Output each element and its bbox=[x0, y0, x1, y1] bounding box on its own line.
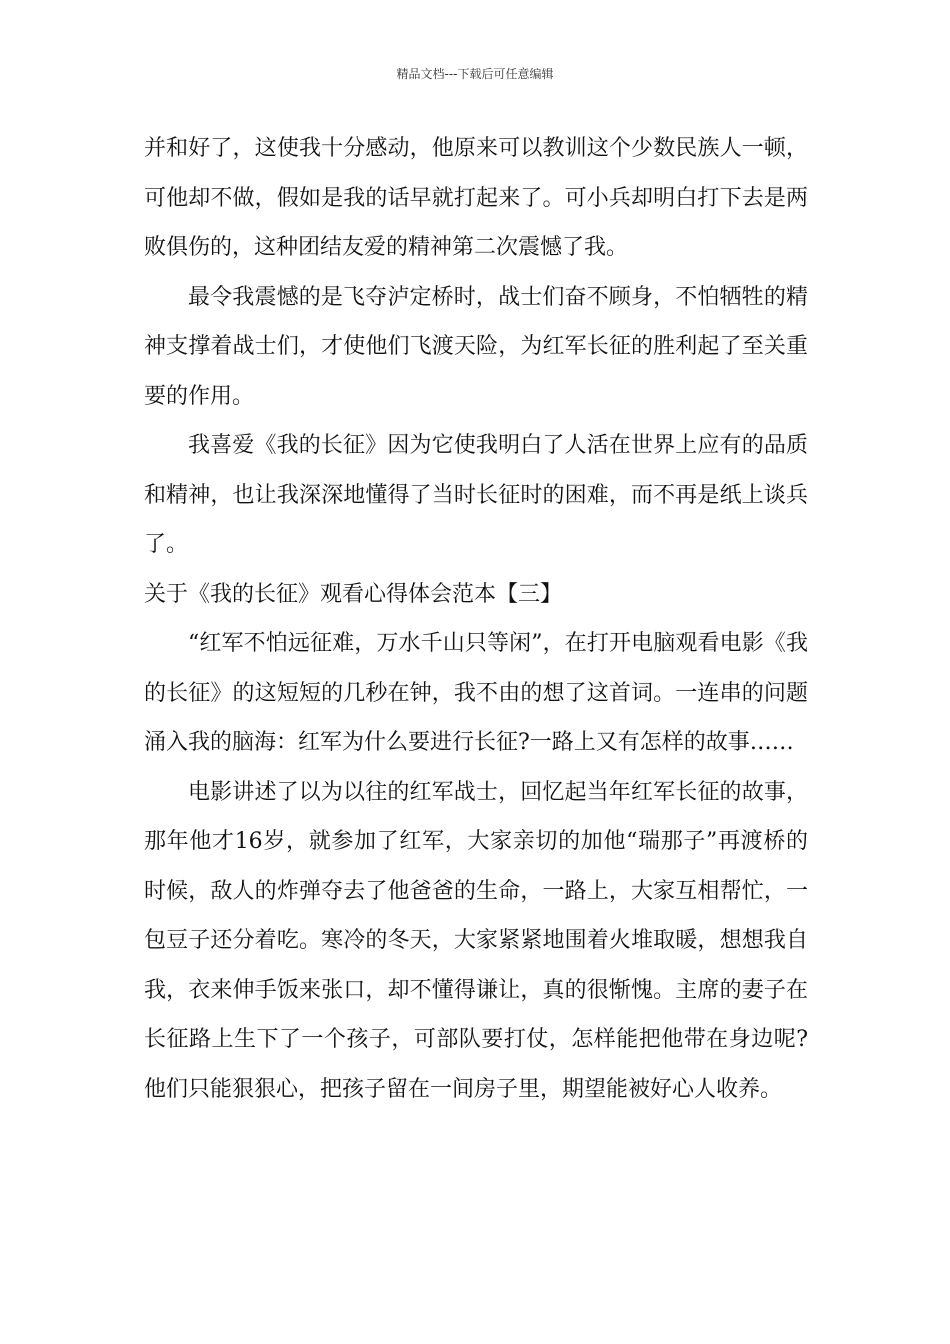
page-header: 精品文档---下载后可任意编辑 bbox=[396, 67, 554, 81]
paragraph-why-i-like: 我喜爱《我的长征》因为它使我明白了人活在世界上应有的品质和精神，也让我深深地懂得了当时长征时的困难，而不再是纸上谈兵了。 bbox=[144, 433, 808, 557]
paragraph-luding-bridge: 最令我震憾的是飞夺泸定桥时，战士们奋不顾身，不怕牺牲的精神支撑着战士们，才使他们飞渡天险，为红军长征的胜利起了至关重要的作用。 bbox=[144, 284, 808, 409]
paragraph-film-story: 电影讲述了以为以往的红军战士，回忆起当年红军长征的故事，那年他才16岁，就参加了红军，大家亲切的加他“瑞那子”再渡桥的时候，敌人的炸弹夺去了他爸爸的生命，一路上，大家互相帮忙，一包豆子还分着吃。寒冷的冬天，大家紧紧地围着火堆取暖，想想我自我，衣来伸手饭来张口，却不懂得谦让，真的很惭愧。主席的妻子在长征路上生下了一个孩子，可部队要打仗，怎样能把他带在身边呢?他们只能狠狠心，把孩子留在一间房子里，期望能被好心人收养。 bbox=[144, 779, 808, 1102]
paragraph-poem-intro: “红军不怕远征难，万水千山只等闲”，在打开电脑观看电影《我的长征》的这短短的几秒在钟，我不由的想了这首词。一连串的问题涌入我的脑海：红军为什么要进行长征?一路上又有怎样的故事…… bbox=[144, 631, 808, 755]
section-heading: 关于《我的长征》观看心得体会范本【三】 bbox=[144, 581, 563, 607]
paragraph-continuation: 并和好了，这使我十分感动，他原来可以教训这个少数民族人一顿，可他却不做，假如是我的话早就打起来了。可小兵却明白打下去是两败俱伤的，这种团结友爱的精神第二次震憾了我。 bbox=[144, 136, 808, 260]
document-body bbox=[144, 124, 808, 1114]
